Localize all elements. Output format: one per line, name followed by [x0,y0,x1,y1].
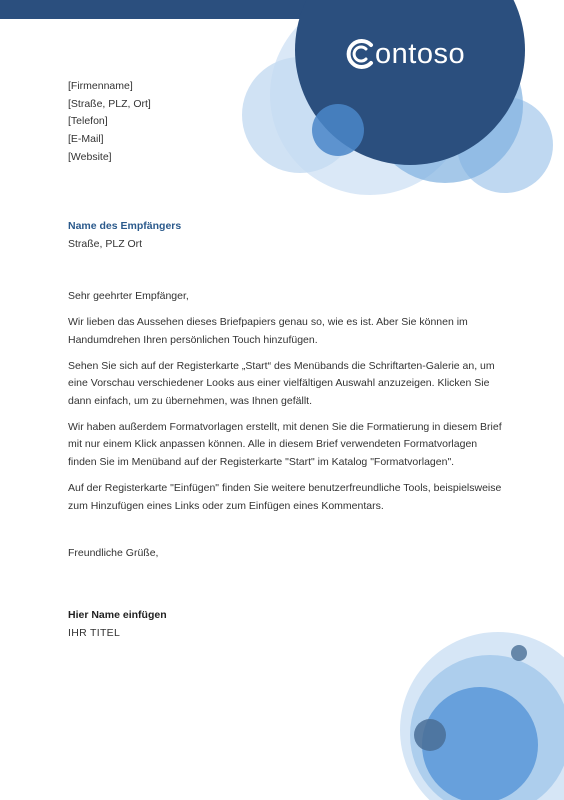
signer-title: IHR TITEL [68,627,121,639]
signer-name: Hier Name einfügen [68,609,167,621]
deco-circle-accent [312,104,364,156]
sender-block [68,78,151,167]
letter-body [68,288,508,523]
sender-website: [Website] [68,150,112,163]
logo-text: ontoso [375,37,466,70]
paragraph-4: Auf der Registerkarte "Einfügen" finden Sie weitere benutzerfreundliche Tools, beispielsweise zum Hinzufügen eines Links oder zum Einfügen eines Kommentars. [68,481,502,512]
salutation: Sehr geehrter Empfänger, [68,290,189,302]
sender-street: [Straße, PLZ, Ort] [68,97,151,110]
recipient-name: Name des Empfängers [68,220,182,232]
company-logo [344,32,465,76]
logo-c-icon [344,37,378,71]
paragraph-3: Wir haben außerdem Formatvorlagen erstellt, mit denen Sie die Formatierung in diesem Brief mit nur einem Klick anpassen können. Alle in diesem Brief verwendeten Formatvorlagen finden Sie im Menüband auf der Registerkarte "Start" im Katalog "Formatvorlagen". [68,420,502,469]
paragraph-1: Wir lieben das Aussehen dieses Briefpapiers genau so, wie es ist. Aber Sie können im Handumdrehen Ihren persönlichen Touch hinzufügen. [68,316,468,346]
sender-email: [E-Mail] [68,133,104,146]
closing: Freundliche Grüße, [68,547,159,559]
deco-circle-bottom-small [511,645,527,661]
sender-company: [Firmenname] [68,80,133,92]
paragraph-2: Sehen Sie sich auf der Registerkarte „Start“ des Menübands die Schriftarten-Galerie an, um eine Vorschau verschiedener Looks aus einer vielfältigen Auswahl anzuzeigen. Klicken Sie dann einfach, um zu übernehmen, was Ihnen gefällt. [68,359,495,408]
recipient-address: Straße, PLZ Ort [68,238,143,250]
sender-phone: [Telefon] [68,115,108,128]
deco-circle-bottom-accent [414,719,446,751]
